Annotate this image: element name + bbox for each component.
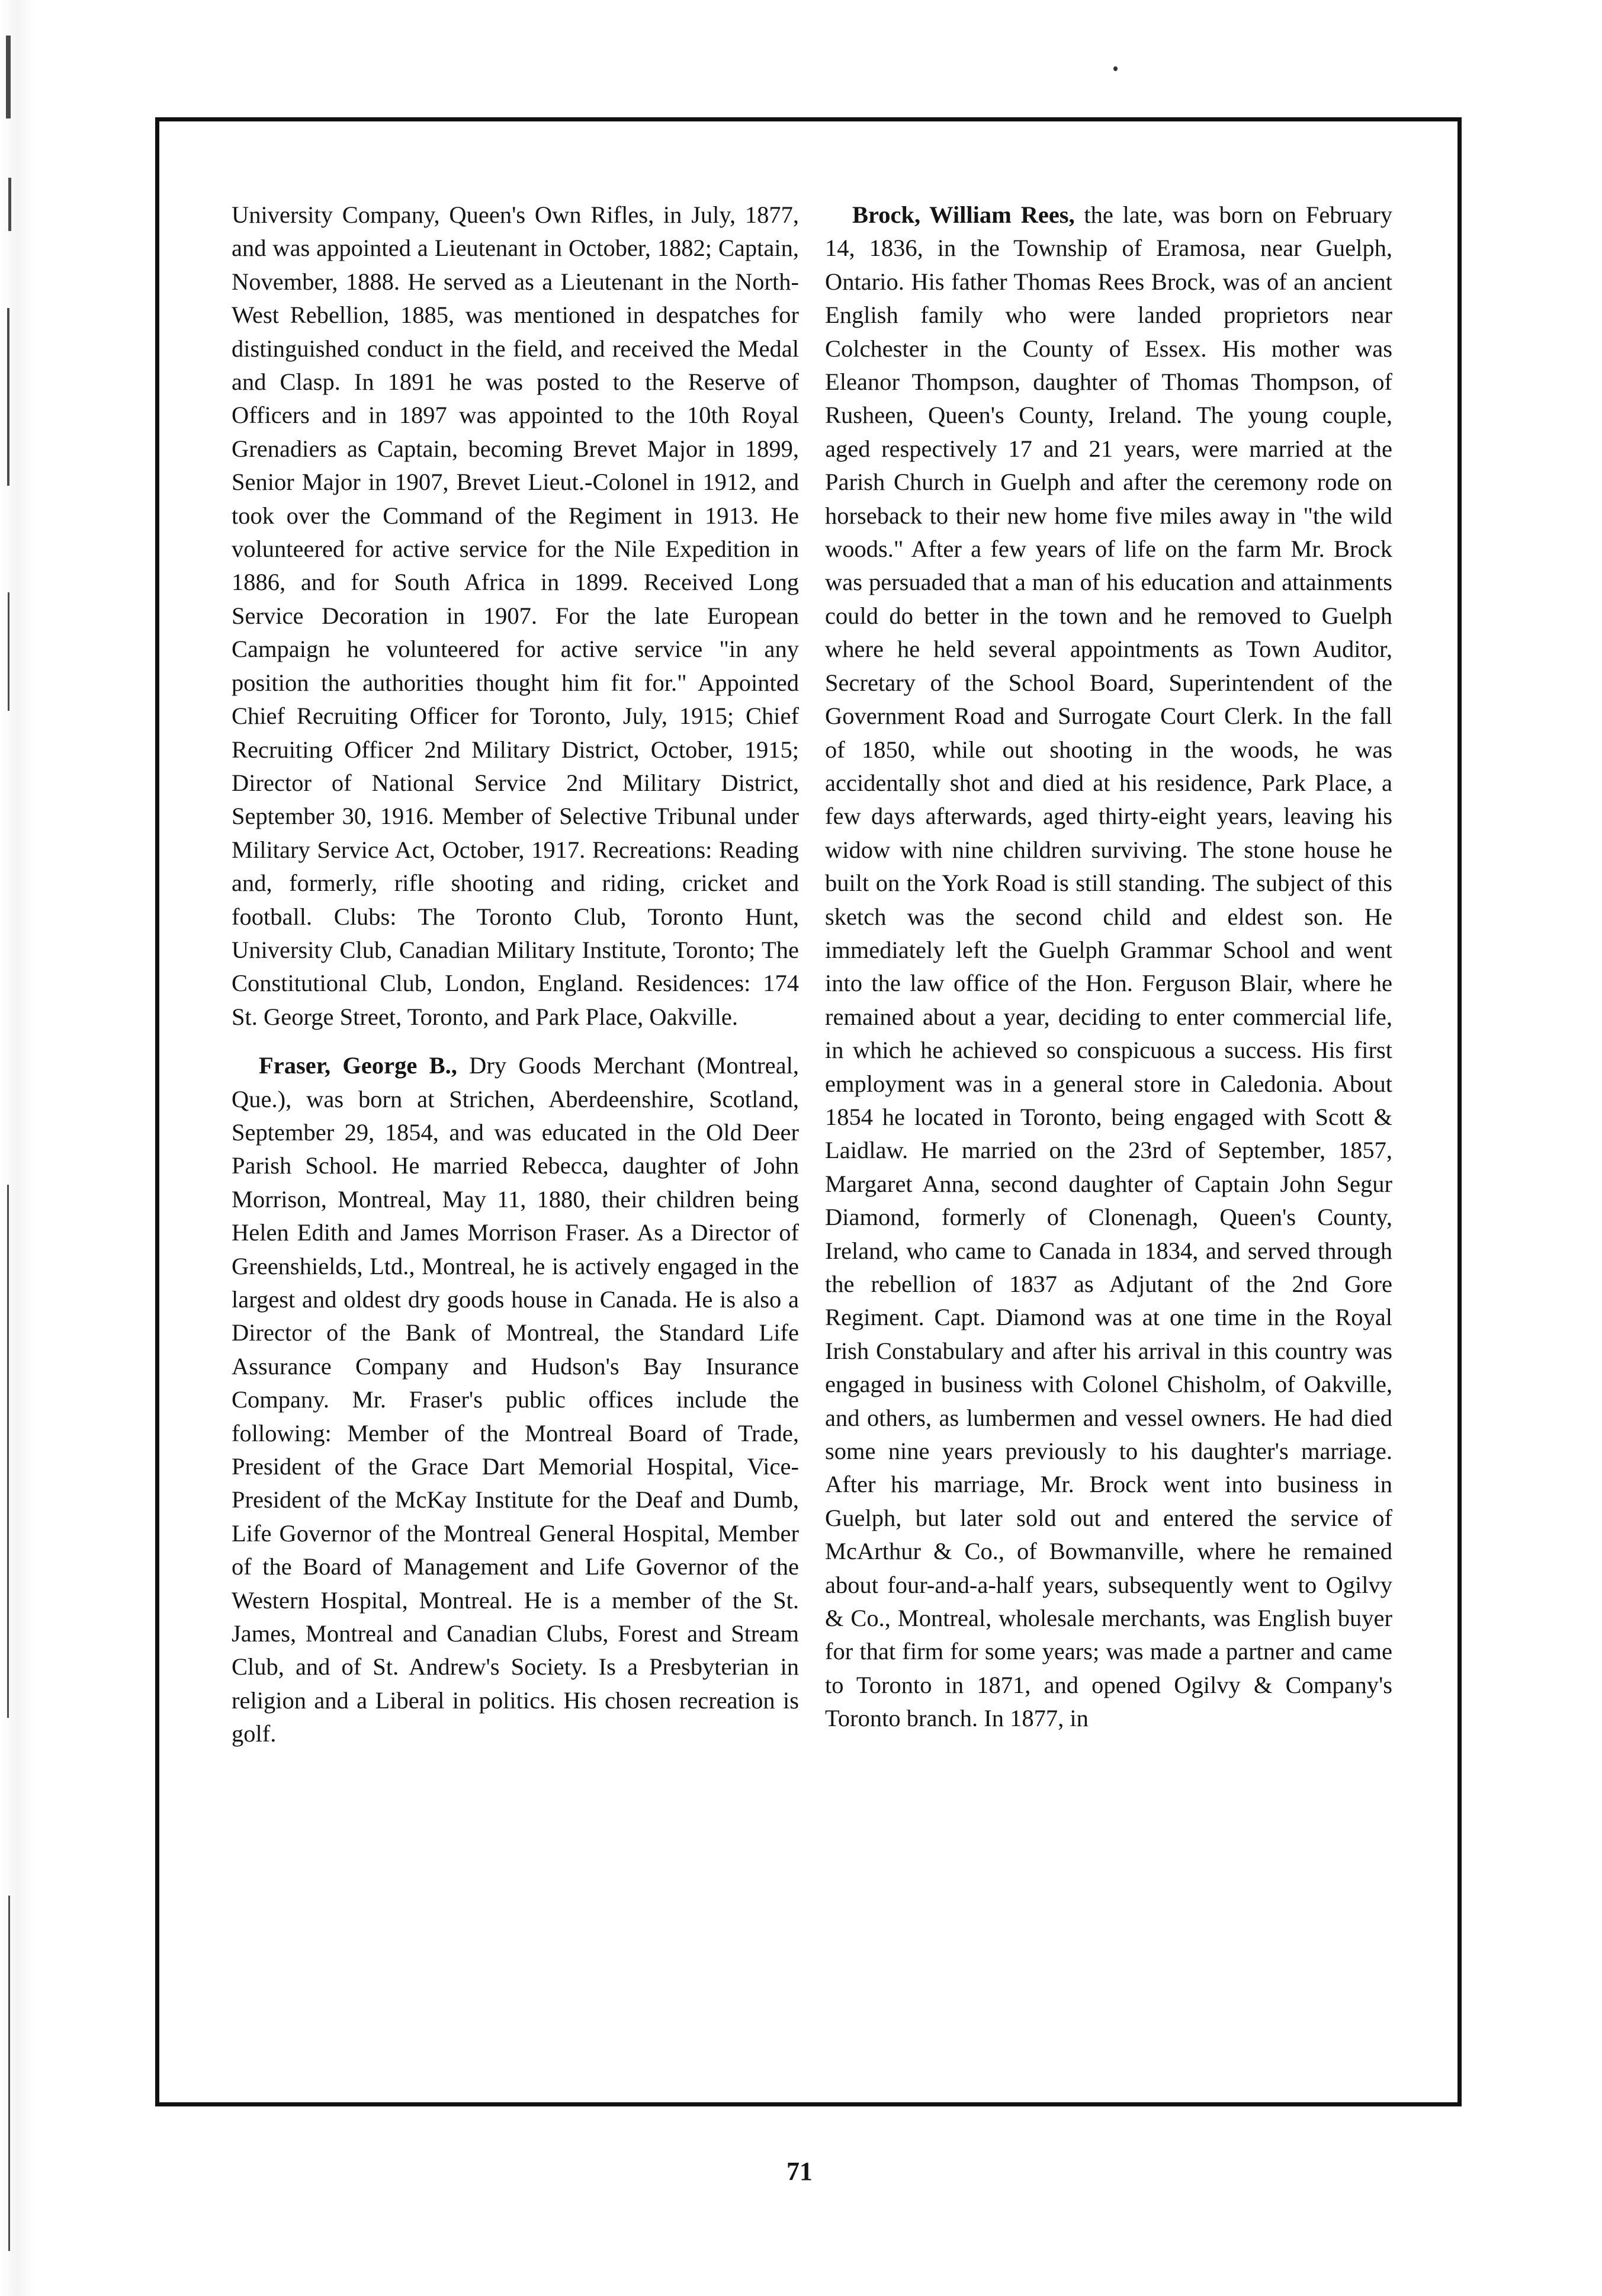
entry-paragraph-fraser — [232, 1049, 799, 1751]
entry-text-brock: the late, was born on February 14, 1836, in the Township of Eramosa, near Guelph, Ontario. His father Thomas Rees Brock, was of an ancient English family who were landed proprietors near Colchester in the County of Essex. His mother was Eleanor Thompson, daughter of Thomas Thompson, of Rusheen, Queen's County, Ireland. The young couple, aged respectively 17 and 21 years, were married at the Parish Church in Guelph and after the ceremony rode on horseback to their new home five miles away in "the wild woods." After a few years of life on the farm Mr. Brock was persuaded that a man of his education and attainments could do better in the town and he removed to Guelph where he held several appointments as Town Auditor, Secretary of the School Board, Superintendent of the Government Road and Surrogate Court Clerk. In the fall of 1850, while out shooting in the woods, he was accidentally shot and died at his residence, Park Place, a few days afterwards, aged thirty-eight years, leaving his widow with nine children surviving. The stone house he built on the York Road is still standing. The subject of this sketch was the second child and eldest son. He immediately left the Guelph Grammar School and went into the law office of the Hon. Ferguson Blair, where he remained about a year, deciding to enter commercial life, in which he achieved so conspicuous a success. His first employment was in a general store in Caledonia. About 1854 he located in Toronto, being engaged with Scott & Laidlaw. He married on the 23rd of September, 1857, Margaret Anna, second daughter of Captain John Segur Diamond, formerly of Clonenagh, Queen's County, Ireland, who came to Canada in 1834, and served through the rebellion of 1837 as Adjutant of the 2nd Gore Regiment. Capt. Diamond was at one time in the Royal Irish Constabulary and after his arrival in this country was engaged in business with Colonel Chisholm, of Oakville, and others, as lumbermen and vessel owners. He had died some nine years previously to his daughter's marriage. After his marriage, Mr. Brock went into business in Guelph, but later sold out and entered the service of McArthur & Co., of Bowmanville, where he remained about four-and-a-half years, subsequently went to Ogilvy & Co., Montreal, wholesale merchants, was English buyer for that firm for some years; was made a partner and came to Toronto in 1871, and opened Ogilvy & Company's Toronto branch. In 1877, in — [825, 201, 1393, 1732]
continued-paragraph: University Company, Queen's Own Rifles, in July, 1877, and was appointed a Lieutenant in October, 1882; Captain, November, 1888. He served as a Lieutenant in the North-West Rebellion, 1885, was mentioned in despatches for distinguished conduct in the field, and received the Medal and Clasp. In 1891 he was posted to the Reserve of Officers and in 1897 was appointed to the 10th Royal Grenadiers as Captain, becoming Brevet Major in 1899, Senior Major in 1907, Brevet Lieut.-Colonel in 1912, and took over the Command of the Regiment in 1913. He volunteered for active service for the Nile Expedition in 1886, and for South Africa in 1899. Received Long Service Decoration in 1907. For the late European Campaign he volunteered for active service "in any position the authorities thought him fit for." Appointed Chief Recruiting Officer for Toronto, July, 1915; Chief Recruiting Officer 2nd Military District, October, 1915; Director of National Service 2nd Military District, September 30, 1916. Member of Selective Tribunal under Military Service Act, October, 1917. Recreations: Reading and, formerly, rifle shooting and riding, cricket and football. Clubs: The Toronto Club, Toronto Hunt, University Club, Canadian Military Institute, Toronto; The Constitutional Club, London, England. Residences: 174 St. George Street, Toronto, and Park Place, Oakville. — [232, 201, 799, 1030]
left-column — [232, 198, 799, 1751]
scan-mark — [7, 308, 9, 486]
scan-mark — [8, 178, 11, 231]
scan-edge-shadow — [0, 0, 83, 2296]
page-number: 71 — [786, 2157, 813, 2186]
right-column — [825, 198, 1392, 1736]
page-border — [155, 117, 1462, 2106]
entry-name-fraser: Fraser, George B., — [259, 1052, 457, 1079]
scan-mark — [6, 36, 11, 118]
entry-name-brock: Brock, William Rees, — [852, 201, 1075, 228]
scan-mark — [7, 1185, 9, 1718]
scan-speck — [1113, 66, 1118, 71]
scan-mark — [8, 592, 9, 711]
entry-text-fraser: Dry Goods Merchant (Montreal, Que.), was born at Strichen, Aberdeenshire, Scotland, September 29, 1854, and was educated in the Old Deer Parish School. He married Rebecca, daughter of John Morrison, Montreal, May 11, 1880, their children being Helen Edith and James Morrison Fraser. As a Director of Greenshields, Ltd., Montreal, he is actively engaged in the largest and oldest dry goods house in Canada. He is also a Director of the Bank of Montreal, the Standard Life Assurance Company and Hudson's Bay Insurance Company. Mr. Fraser's public offices include the following: Member of the Montreal Board of Trade, President of the Grace Dart Memorial Hospital, Vice-President of the McKay Institute for the Deaf and Dumb, Life Governor of the Montreal General Hospital, Member of the Board of Management and Life Governor of the Western Hospital, Montreal. He is a member of the St. James, Montreal and Canadian Clubs, Forest and Stream Club, and of St. Andrew's Society. Is a Presbyterian in religion and a Liberal in politics. His chosen recreation is golf. — [232, 1052, 799, 1747]
scan-mark — [8, 1896, 10, 2251]
entry-paragraph-brock — [825, 198, 1392, 1736]
